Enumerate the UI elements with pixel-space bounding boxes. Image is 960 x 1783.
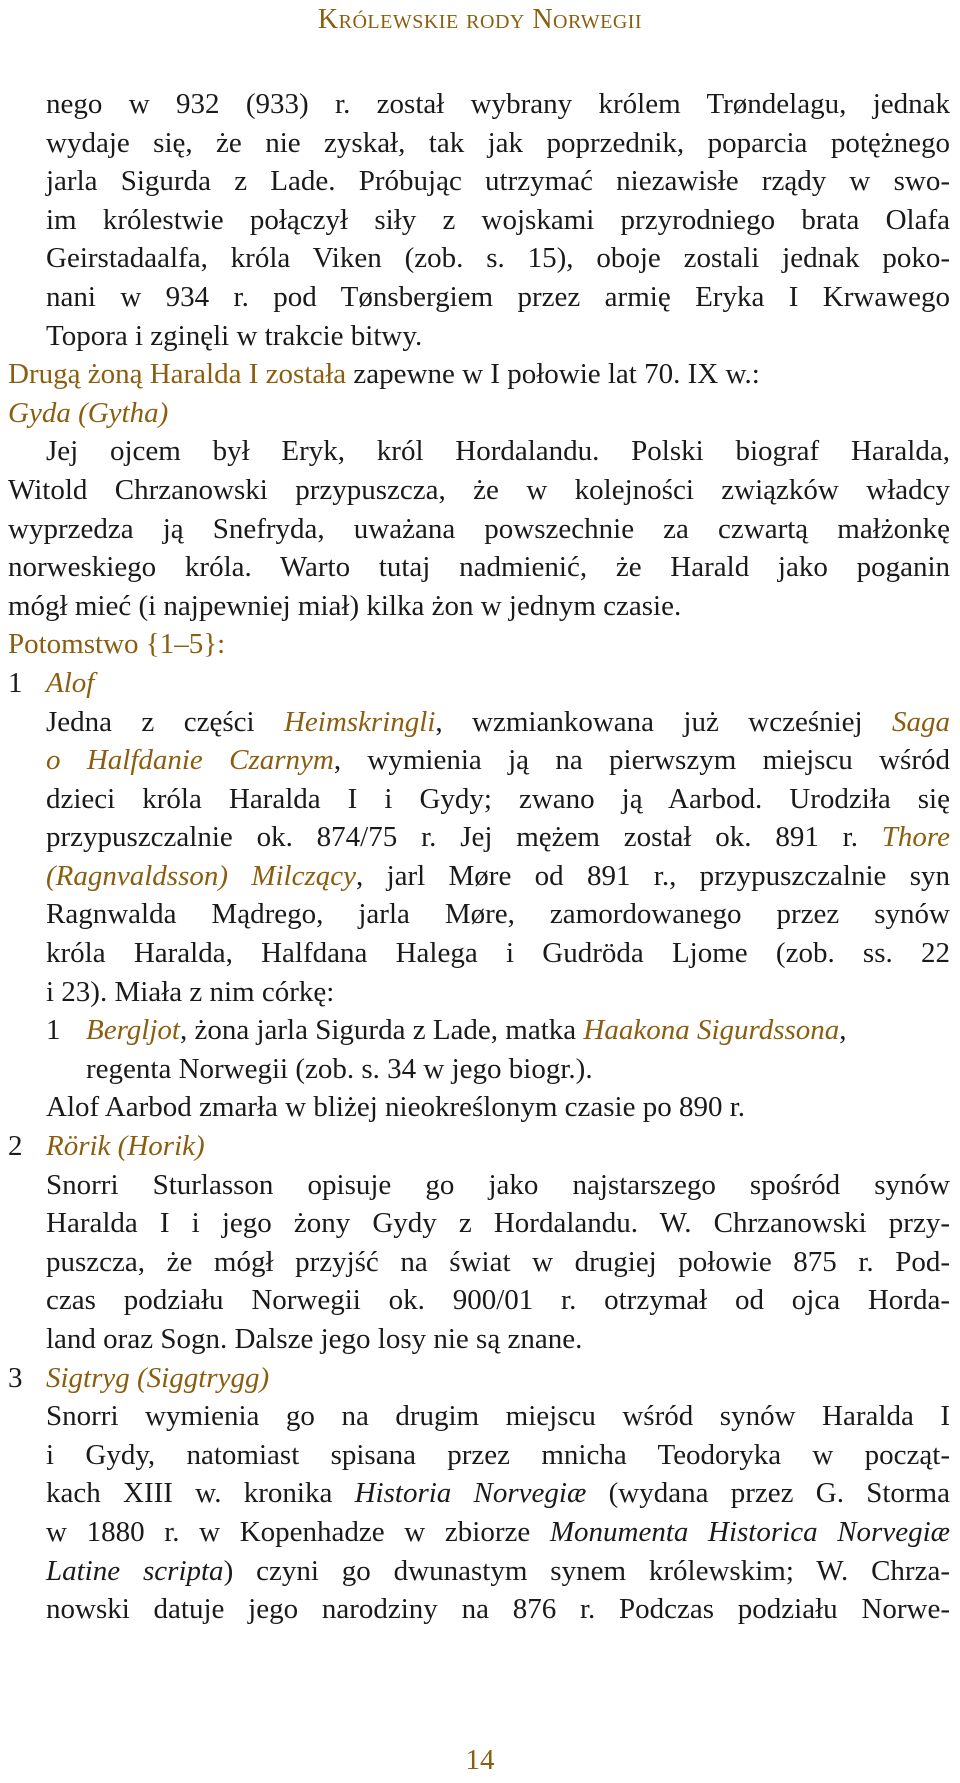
text-line: dzieci króla Haralda I i Gydy; zwano ją Aarbod. Urodziła się <box>46 782 950 815</box>
running-header: Królewskie rody Norwegii <box>317 4 643 35</box>
child-entry-rorik <box>0 1127 950 1166</box>
text-line: kach XIII w. kronika Historia Norvegiæ (wydana przez G. Storma <box>46 1477 950 1510</box>
page-body <box>0 85 960 1629</box>
child-number: 3 <box>8 1361 23 1394</box>
child-number: 2 <box>8 1130 23 1163</box>
text-line: nego w 932 (933) r. został wybrany królem Trøndelagu, jednak <box>46 88 950 120</box>
grandchild-entry-bergljot: 1 Bergljot, żona jarla Sigurda z Lade, matka Haakona Sigurdssona, <box>0 1011 950 1050</box>
text-line: czas podziału Norwegii ok. 900/01 r. otrzymał od ojca Horda- <box>46 1284 950 1317</box>
text-line: wydaje się, że nie zyskał, tak jak poprzednik, poparcia potężnego <box>46 126 950 159</box>
text-line: w 1880 r. w Kopenhadze w zbiorze Monumenta Historica Norvegiæ <box>46 1515 950 1548</box>
text-line: wyprzedza ją Snefryda, uważana powszechnie za czwartą małżonkę <box>8 512 950 545</box>
text-line: Snorri wymienia go na drugim miejscu wśród synów Haralda I <box>46 1400 950 1433</box>
grandchild-name: Bergljot <box>86 1014 180 1047</box>
offspring-heading: Potomstwo {1–5}: <box>8 628 226 661</box>
child-name: Alof <box>46 666 95 699</box>
text-line: i Gydy, natomiast spisana przez mnicha Teodoryka w począt- <box>46 1438 950 1471</box>
text-line: Snorri Sturlasson opisuje go jako najstarszego spośród synów <box>46 1168 950 1201</box>
text-line: przypuszczalnie ok. 874/75 r. Jej mężem został ok. 891 r. Thore <box>46 821 950 854</box>
text-line: im królestwie połączył siły z wojskami przyrodniego brata Olafa <box>46 203 950 236</box>
text-line: Jedna z części Heimskringli, wzmiankowana już wcześniej Saga <box>46 705 951 738</box>
text-line: land oraz Sogn. Dalsze jego losy nie są znane. <box>46 1323 583 1355</box>
child-number: 1 <box>8 666 23 699</box>
child-name: Sigtryg (Siggtrygg) <box>46 1361 270 1394</box>
text-line: Latine scripta) czyni go dwunastym synem królewskim; W. Chrza- <box>46 1554 950 1587</box>
text-line: nowski datuje jego narodziny na 876 r. Podczas podziału Norwe- <box>46 1593 950 1626</box>
text-line: jarla Sigurda z Lade. Próbując utrzymać niezawisłe rządy w swo- <box>46 165 950 198</box>
child-name: Rörik (Horik) <box>46 1130 205 1163</box>
text-line: puszcza, że mógł przyjść na świat w drugiej połowie 875 r. Pod- <box>46 1245 950 1278</box>
text-line: (Ragnvaldsson) Milczący, jarl Møre od 891 r., przypuszczalnie syn <box>46 859 950 892</box>
text-line: Witold Chrzanowski przypuszcza, że w kolejności związków władcy <box>8 473 950 506</box>
text-line: norweskiego króla. Warto tutaj nadmienić, że Harald jako poganin <box>8 551 950 584</box>
text-line: nani w 934 r. pod Tønsbergiem przez armię Eryka I Krwawego <box>46 280 950 313</box>
text-line: Haralda I i jego żony Gydy z Hordalandu. W. Chrzanowski przy- <box>46 1207 950 1240</box>
wife-name: Gyda (Gytha) <box>8 396 169 429</box>
text-line: mógł mieć (i najpewniej miał) kilka żon w jednym czasie. <box>8 589 682 622</box>
grandchild-number: 1 <box>46 1014 61 1047</box>
page-number: 14 <box>465 1744 495 1776</box>
text-line: i 23). Miała z nim córkę: <box>46 975 335 1008</box>
text-line: Jej ojcem był Eryk, król Hordalandu. Polski biograf Haralda, <box>46 435 950 468</box>
text-line: Alof Aarbod zmarła w bliżej nieokreślonym czasie po 890 r. <box>46 1091 746 1124</box>
text-line: Geirstadaalfa, króla Viken (zob. s. 15), oboje zostali jednak poko- <box>46 242 950 275</box>
text-line: króla Haralda, Halfdana Halega i Gudröda Ljome (zob. ss. 22 <box>46 937 950 970</box>
text-line: o Halfdanie Czarnym, wymienia ją na pierwszym miejscu wśród <box>46 744 950 777</box>
text-line: Topora i zginęli w trakcie bitwy. <box>46 319 423 352</box>
child-entry-sigtryg <box>0 1359 950 1398</box>
text-line: Ragnwalda Mądrego, jarla Møre, zamordowanego przez synów <box>46 898 950 931</box>
text-line: regenta Norwegii (zob. s. 34 w jego biogr.). <box>86 1052 593 1085</box>
child-entry-alof <box>0 664 950 703</box>
section-heading-second-wife: Drugą żoną Haralda I została zapewne w I połowie lat 70. IX w.: <box>8 358 760 391</box>
